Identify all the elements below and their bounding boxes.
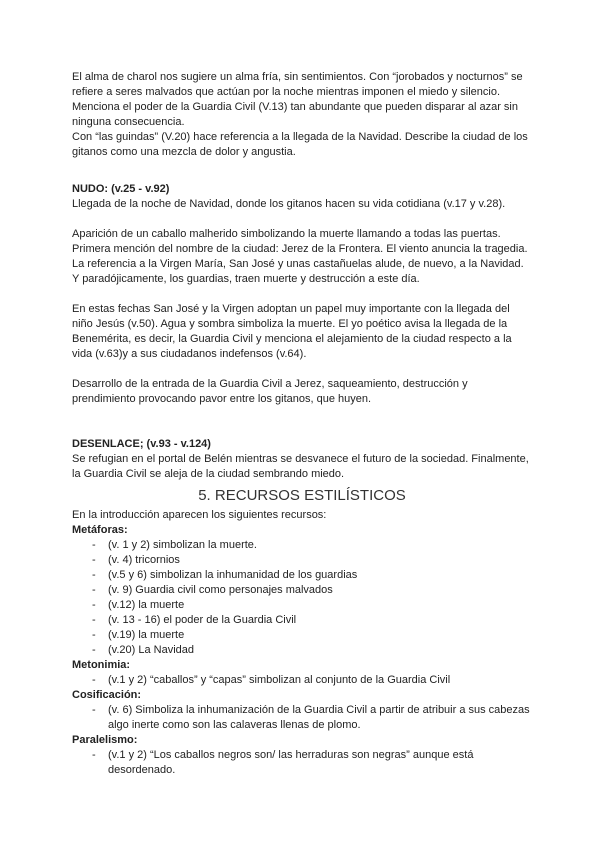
list-item: - (v.20) La Navidad (92, 643, 532, 658)
list-item: - (v.1 y 2) “Los caballos negros son/ las herraduras son negras” aunque está desordenado. (92, 748, 532, 778)
document-page (72, 70, 532, 778)
nudo-heading: NUDO: (v.25 - v.92) (72, 183, 170, 195)
nudo-paragraph-4: Desarrollo de la entrada de la Guardia Civil a Jerez, saqueamiento, destrucción y prendimiento provocando pavor entre los gitanos, que huyen. (72, 378, 468, 405)
paralelismo-list (72, 748, 532, 778)
list-item: - (v. 1 y 2) simbolizan la muerte. (92, 538, 532, 553)
paralelismo-label: Paralelismo: (72, 734, 138, 746)
list-item: - (v. 6) Simboliza la inhumanización de la Guardia Civil a partir de atribuir a sus cabezas algo inerte como son las calaveras llenas de plomo. (92, 703, 532, 733)
nudo-paragraph-2: Aparición de un caballo malherido simbolizando la muerte llamando a todas las puertas. Primera mención del nombre de la ciudad: Jerez de la Frontera. El viento anuncia la tragedia. La referencia a la Virgen María, San José y unas castañuelas alude, de nuevo, a la Navidad. Y paradójicamente, los guardias, traen muerte y destrucción a este día. (72, 228, 528, 285)
list-item: - (v. 13 - 16) el poder de la Guardia Civil (92, 613, 532, 628)
list-item: - (v. 9) Guardia civil como personajes malvados (92, 583, 532, 598)
cosificacion-label: Cosificación: (72, 689, 142, 701)
list-item: - (v.5 y 6) simbolizan la inhumanidad de los guardias (92, 568, 532, 583)
nudo-paragraph-3: En estas fechas San José y la Virgen adoptan un papel muy importante con la llegada del niño Jesús (v.50). Agua y sombra simboliza la muerte. El yo poético avisa la llegada de la Benemérita, es decir, la Guardia Civil y menciona el alejamiento de la ciudad respecto a la vida (v.63)y a sus ciudadanos indefensos (v.64). (72, 303, 512, 360)
list-item: - (v.1 y 2) “caballos” y “capas” simbolizan al conjunto de la Guardia Civil (92, 673, 532, 688)
intro-paragraph-1: El alma de charol nos sugiere un alma fría, sin sentimientos. Con “jorobados y nocturnos” se refiere a seres malvados que actúan por la noche mientras imponen el miedo y silencio. Menciona el poder de la Guardia Civil (V.13) tan abundante que pueden disparar al azar sin ninguna consecuencia. (72, 71, 523, 128)
desenlace-paragraph: Se refugian en el portal de Belén mientras se desvanece el futuro de la sociedad. Finalmente, la Guardia Civil se aleja de la ciudad sembrando miedo. (72, 453, 529, 480)
nudo-paragraph-1: Llegada de la noche de Navidad, donde los gitanos hacen su vida cotidiana (v.17 y v.28). (72, 198, 506, 210)
desenlace-heading: DESENLACE; (v.93 - v.124) (72, 438, 211, 450)
metaforas-list (72, 538, 532, 658)
intro-paragraph-2: Con “las guindas” (V.20) hace referencia a la llegada de la Navidad. Describe la ciudad de los gitanos como una mezcla de dolor y angustia. (72, 131, 528, 158)
section-title: 5. RECURSOS ESTILÍSTICOS (198, 487, 406, 504)
metonimia-list (72, 673, 532, 688)
recursos-intro: En la introducción aparecen los siguientes recursos: (72, 509, 327, 521)
list-item: - (v.12) la muerte (92, 598, 532, 613)
cosificacion-list (72, 703, 532, 733)
list-item: - (v. 4) tricornios (92, 553, 532, 568)
metonimia-label: Metonimia: (72, 659, 131, 671)
metaforas-label: Metáforas: (72, 524, 128, 536)
list-item: - (v.19) la muerte (92, 628, 532, 643)
